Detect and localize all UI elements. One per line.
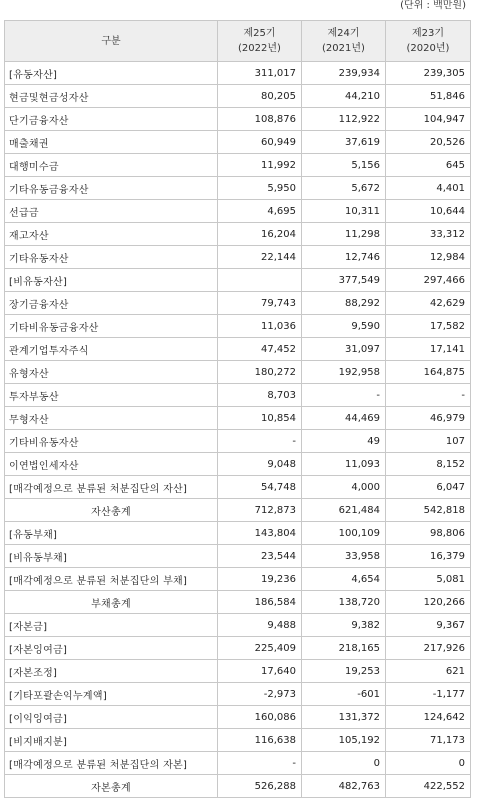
period-year: (2022년) — [238, 43, 281, 54]
row-label: [기타포괄손익누계액] — [5, 683, 218, 706]
value-cell: 42,629 — [386, 292, 471, 315]
value-cell: 9,488 — [218, 614, 302, 637]
value-cell: 108,876 — [218, 108, 302, 131]
table-row — [5, 614, 471, 637]
table-row — [5, 108, 471, 131]
value-cell: 47,452 — [218, 338, 302, 361]
value-cell: 11,093 — [302, 453, 386, 476]
value-cell: 88,292 — [302, 292, 386, 315]
table-row — [5, 729, 471, 752]
value-cell: 217,926 — [386, 637, 471, 660]
value-cell: 17,582 — [386, 315, 471, 338]
table-row — [5, 131, 471, 154]
row-label: 투자부동산 — [5, 384, 218, 407]
table-row — [5, 522, 471, 545]
value-cell: 4,000 — [302, 476, 386, 499]
row-label: 자본총계 — [5, 775, 218, 798]
value-cell: 138,720 — [302, 591, 386, 614]
value-cell: 218,165 — [302, 637, 386, 660]
value-cell: 16,204 — [218, 223, 302, 246]
value-cell: 54,748 — [218, 476, 302, 499]
header-period-25 — [218, 21, 302, 62]
value-cell: 98,806 — [386, 522, 471, 545]
value-cell: 124,642 — [386, 706, 471, 729]
row-label: [비유동자산] — [5, 269, 218, 292]
row-label: 매출채권 — [5, 131, 218, 154]
row-label: 장기금융자산 — [5, 292, 218, 315]
value-cell: 12,984 — [386, 246, 471, 269]
value-cell: 131,372 — [302, 706, 386, 729]
value-cell: -2,973 — [218, 683, 302, 706]
row-label: 기타비유동금융자산 — [5, 315, 218, 338]
value-cell: 9,048 — [218, 453, 302, 476]
value-cell: 180,272 — [218, 361, 302, 384]
period-name: 제23기 — [411, 28, 445, 39]
value-cell: 11,298 — [302, 223, 386, 246]
value-cell: 297,466 — [386, 269, 471, 292]
header-period-23 — [386, 21, 471, 62]
value-cell: 107 — [386, 430, 471, 453]
value-cell — [218, 269, 302, 292]
table-row — [5, 62, 471, 85]
table-row — [5, 269, 471, 292]
value-cell: 11,992 — [218, 154, 302, 177]
value-cell: 0 — [302, 752, 386, 775]
value-cell: - — [386, 384, 471, 407]
value-cell: 192,958 — [302, 361, 386, 384]
value-cell: 120,266 — [386, 591, 471, 614]
row-label: 현금및현금성자산 — [5, 85, 218, 108]
table-row — [5, 361, 471, 384]
value-cell: 16,379 — [386, 545, 471, 568]
table-row — [5, 407, 471, 430]
row-label: 기타유동자산 — [5, 246, 218, 269]
table-row — [5, 315, 471, 338]
row-label: [유동자산] — [5, 62, 218, 85]
value-cell: 621,484 — [302, 499, 386, 522]
value-cell: 11,036 — [218, 315, 302, 338]
value-cell: 12,746 — [302, 246, 386, 269]
table-row — [5, 223, 471, 246]
value-cell: 10,311 — [302, 200, 386, 223]
value-cell: 526,288 — [218, 775, 302, 798]
row-label: 부채총계 — [5, 591, 218, 614]
value-cell: -1,177 — [386, 683, 471, 706]
value-cell: 645 — [386, 154, 471, 177]
value-cell: 10,644 — [386, 200, 471, 223]
period-name: 제25기 — [243, 28, 276, 39]
value-cell: 22,144 — [218, 246, 302, 269]
value-cell: 0 — [386, 752, 471, 775]
value-cell: 5,672 — [302, 177, 386, 200]
row-label: [자본조정] — [5, 660, 218, 683]
table-row — [5, 683, 471, 706]
value-cell: 112,922 — [302, 108, 386, 131]
table-row — [5, 246, 471, 269]
table-row — [5, 384, 471, 407]
value-cell: - — [302, 384, 386, 407]
table-row — [5, 660, 471, 683]
value-cell: 71,173 — [386, 729, 471, 752]
row-label: 관계기업투자주식 — [5, 338, 218, 361]
value-cell: 19,236 — [218, 568, 302, 591]
value-cell: 51,846 — [386, 85, 471, 108]
value-cell: 23,544 — [218, 545, 302, 568]
value-cell: - — [218, 752, 302, 775]
row-label: 선급금 — [5, 200, 218, 223]
table-row — [5, 200, 471, 223]
value-cell: 5,950 — [218, 177, 302, 200]
table-row — [5, 476, 471, 499]
value-cell: 5,156 — [302, 154, 386, 177]
value-cell: 239,305 — [386, 62, 471, 85]
row-label: 무형자산 — [5, 407, 218, 430]
value-cell: 186,584 — [218, 591, 302, 614]
row-label: [자본금] — [5, 614, 218, 637]
value-cell: 377,549 — [302, 269, 386, 292]
value-cell: 116,638 — [218, 729, 302, 752]
value-cell: 17,640 — [218, 660, 302, 683]
value-cell: 311,017 — [218, 62, 302, 85]
header-period-24 — [302, 21, 386, 62]
value-cell: 80,205 — [218, 85, 302, 108]
value-cell: 482,763 — [302, 775, 386, 798]
period-name: 제24기 — [327, 28, 360, 39]
table-row — [5, 292, 471, 315]
table-row — [5, 706, 471, 729]
row-label: [비유동부채] — [5, 545, 218, 568]
row-label: 이연법인세자산 — [5, 453, 218, 476]
value-cell: 104,947 — [386, 108, 471, 131]
value-cell: 4,695 — [218, 200, 302, 223]
row-label: 유형자산 — [5, 361, 218, 384]
table-row — [5, 775, 471, 798]
value-cell: - — [218, 430, 302, 453]
value-cell: 105,192 — [302, 729, 386, 752]
table-row — [5, 752, 471, 775]
value-cell: 8,152 — [386, 453, 471, 476]
value-cell: 422,552 — [386, 775, 471, 798]
table-body — [5, 62, 471, 798]
value-cell: 239,934 — [302, 62, 386, 85]
value-cell: 17,141 — [386, 338, 471, 361]
period-year: (2021년) — [322, 43, 365, 54]
table-row — [5, 545, 471, 568]
value-cell: 9,590 — [302, 315, 386, 338]
row-label: [매각예정으로 분류된 처분집단의 부채] — [5, 568, 218, 591]
value-cell: 4,654 — [302, 568, 386, 591]
value-cell: 60,949 — [218, 131, 302, 154]
value-cell: 4,401 — [386, 177, 471, 200]
table-row — [5, 499, 471, 522]
value-cell: 33,312 — [386, 223, 471, 246]
value-cell: 9,382 — [302, 614, 386, 637]
row-label: [자본잉여금] — [5, 637, 218, 660]
value-cell: 160,086 — [218, 706, 302, 729]
unit-note: (단위 : 백만원) — [400, 0, 466, 11]
period-year: (2020년) — [406, 43, 450, 54]
value-cell: 79,743 — [218, 292, 302, 315]
value-cell: 19,253 — [302, 660, 386, 683]
row-label: 단기금융자산 — [5, 108, 218, 131]
value-cell: 49 — [302, 430, 386, 453]
row-label: [비지배지분] — [5, 729, 218, 752]
value-cell: 20,526 — [386, 131, 471, 154]
value-cell: 225,409 — [218, 637, 302, 660]
value-cell: 31,097 — [302, 338, 386, 361]
value-cell: 33,958 — [302, 545, 386, 568]
value-cell: 9,367 — [386, 614, 471, 637]
row-label: 기타비유동자산 — [5, 430, 218, 453]
row-label: [매각예정으로 분류된 처분집단의 자본] — [5, 752, 218, 775]
table-row — [5, 177, 471, 200]
row-label: [유동부채] — [5, 522, 218, 545]
value-cell: 542,818 — [386, 499, 471, 522]
row-label: [이익잉여금] — [5, 706, 218, 729]
value-cell: 10,854 — [218, 407, 302, 430]
value-cell: 8,703 — [218, 384, 302, 407]
row-label: 재고자산 — [5, 223, 218, 246]
table-row — [5, 430, 471, 453]
header-category: 구분 — [5, 21, 218, 62]
table-header — [5, 21, 471, 62]
row-label: 기타유동금융자산 — [5, 177, 218, 200]
value-cell: 46,979 — [386, 407, 471, 430]
value-cell: 44,469 — [302, 407, 386, 430]
value-cell: 6,047 — [386, 476, 471, 499]
table-row — [5, 453, 471, 476]
value-cell: 143,804 — [218, 522, 302, 545]
table-row — [5, 591, 471, 614]
value-cell: 164,875 — [386, 361, 471, 384]
table-row — [5, 568, 471, 591]
value-cell: 44,210 — [302, 85, 386, 108]
table-row — [5, 85, 471, 108]
value-cell: 712,873 — [218, 499, 302, 522]
value-cell: 5,081 — [386, 568, 471, 591]
row-label: [매각예정으로 분류된 처분집단의 자산] — [5, 476, 218, 499]
value-cell: 621 — [386, 660, 471, 683]
row-label: 자산총계 — [5, 499, 218, 522]
table-row — [5, 338, 471, 361]
value-cell: 37,619 — [302, 131, 386, 154]
value-cell: -601 — [302, 683, 386, 706]
table-row — [5, 637, 471, 660]
financial-statement-table — [4, 20, 471, 798]
value-cell: 100,109 — [302, 522, 386, 545]
row-label: 대행미수금 — [5, 154, 218, 177]
table-row — [5, 154, 471, 177]
